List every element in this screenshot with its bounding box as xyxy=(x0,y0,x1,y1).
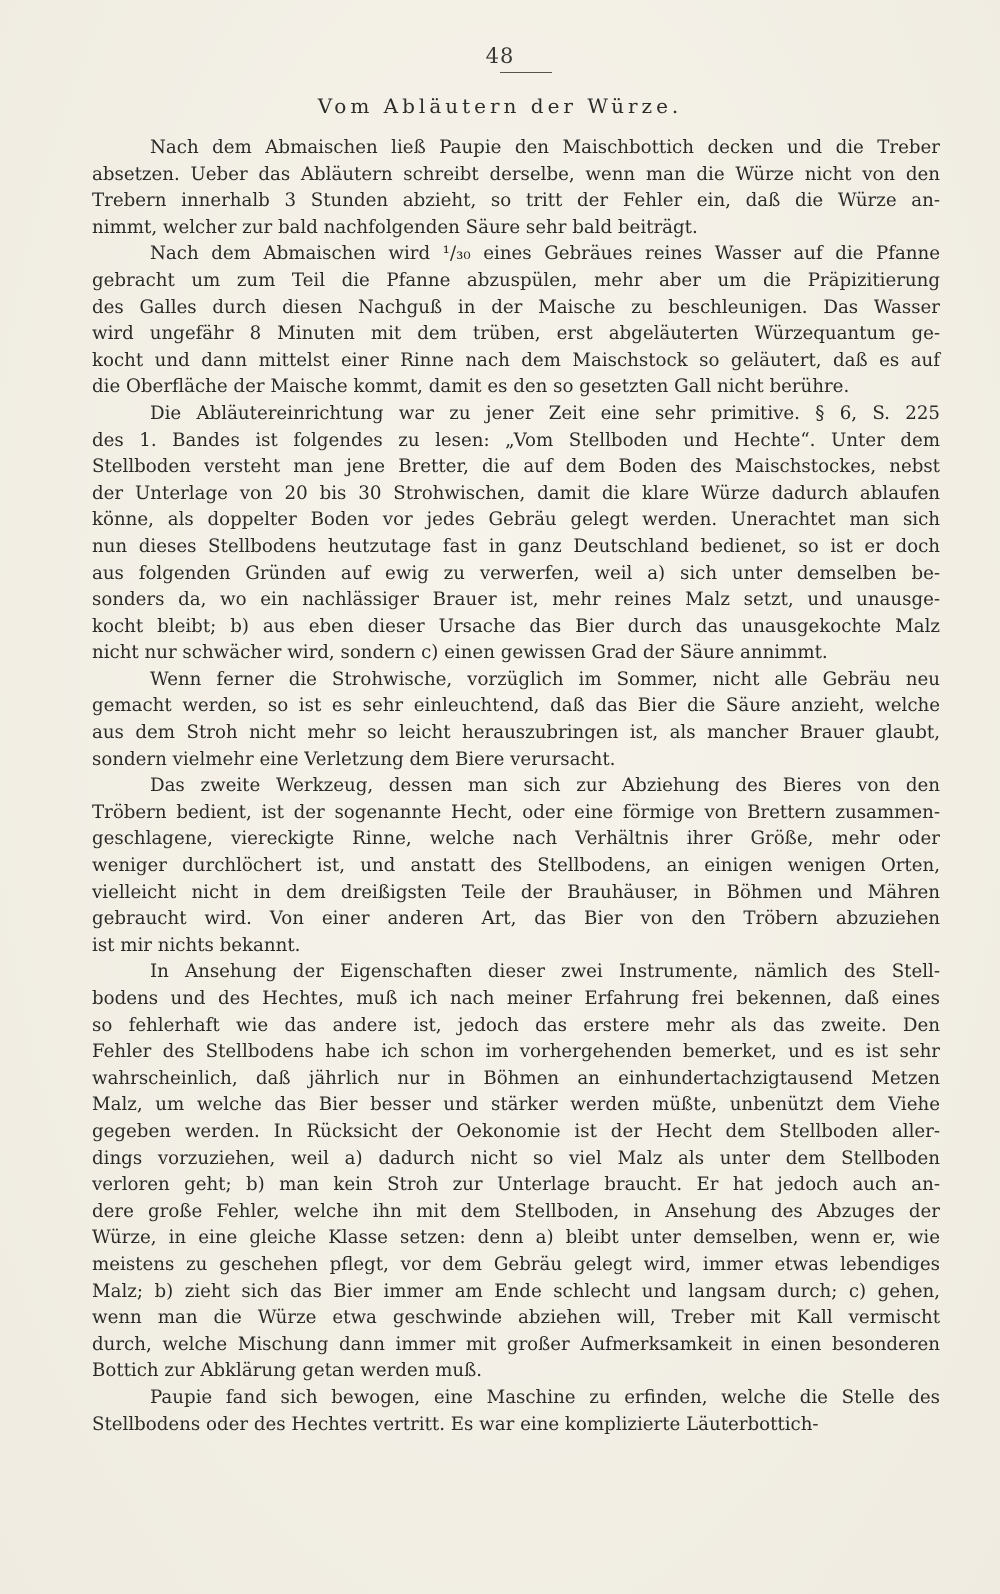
text-line: Wenn ferner die Strohwische, vorzüglich im Sommer, nicht alle Gebräu neu xyxy=(150,668,940,690)
text-line: Stellbodens oder des Hechtes vertritt. Es war eine komplizierte Läuterbottich- xyxy=(92,1413,819,1435)
text-line: sondern vielmehr eine Verletzung dem Biere verursacht. xyxy=(92,748,616,770)
paragraph xyxy=(92,241,940,401)
text-line: durch, welche Mischung dann immer mit großer Aufmerksamkeit in einen besonderen xyxy=(92,1333,940,1355)
text-line: absetzen. Ueber das Abläutern schreibt derselbe, wenn man die Würze nicht von den xyxy=(92,163,940,185)
text-line: dings vorzuziehen, weil a) dadurch nicht so viel Malz als unter dem Stellboden xyxy=(92,1147,940,1169)
text-line: vielleicht nicht in dem dreißigsten Teile der Brauhäuser, in Böhmen und Mähren xyxy=(92,881,940,903)
text-line: des 1. Bandes ist folgendes zu lesen: „Vom Stellboden und Hechte“. Unter dem xyxy=(92,429,940,451)
paragraph xyxy=(92,135,940,241)
text-line: aus dem Stroh nicht mehr so leicht herauszubringen ist, als mancher Brauer glaubt, xyxy=(92,722,940,744)
text-line: meistens zu geschehen pflegt, vor dem Gebräu gelegt wird, immer etwas lebendiges xyxy=(92,1253,940,1275)
text-line: Tröbern bedient, ist der sogenannte Hecht, oder eine förmige von Brettern zusammen- xyxy=(92,801,940,823)
body-text xyxy=(92,135,940,1438)
text-line: gebracht um zum Teil die Pfanne abzuspülen, mehr aber um die Präpizitierung xyxy=(92,269,940,291)
text-line: so fehlerhaft wie das andere ist, jedoch das erstere mehr als das zweite. Den xyxy=(92,1014,940,1036)
text-line: nicht nur schwächer wird, sondern c) einen gewissen Grad der Säure annimmt. xyxy=(92,642,828,664)
paragraph xyxy=(92,1385,940,1438)
text-line: gebraucht wird. Von einer anderen Art, das Bier von den Tröbern abzuziehen xyxy=(92,908,940,930)
text-line: Nach dem Abmaischen ließ Paupie den Maischbottich decken und die Treber xyxy=(150,137,940,158)
text-line: Das zweite Werkzeug, dessen man sich zur Abziehung des Bieres von den xyxy=(150,775,940,797)
paragraph xyxy=(92,959,940,1385)
text-line: Malz; b) zieht sich das Bier immer am Ende schlecht und langsam durch; c) gehen, xyxy=(92,1280,940,1302)
text-line: Nach dem Abmaischen wird ¹/₃₀ eines Gebräues reines Wasser auf die Pfanne xyxy=(150,243,940,265)
text-line: Bottich zur Abklärung getan werden muß. xyxy=(92,1360,483,1382)
text-line: dere große Fehler, welche ihn mit dem Stellboden, in Ansehung des Abzuges der xyxy=(92,1200,940,1222)
text-line: könne, als doppelter Boden vor jedes Gebräu gelegt werden. Unerachtet man sich xyxy=(92,509,940,531)
text-line: nimmt, welcher zur bald nachfolgenden Säure sehr bald beiträgt. xyxy=(92,216,698,238)
section-heading: Vom Abläutern der Würze. xyxy=(317,94,683,118)
text-line: des Galles durch diesen Nachguß in der Maische zu beschleunigen. Das Wasser xyxy=(92,296,940,318)
text-line: wird ungefähr 8 Minuten mit dem trüben, erst abgeläuterten Würzequantum ge- xyxy=(92,323,940,345)
paragraph xyxy=(92,401,940,667)
text-line: nun dieses Stellbodens heutzutage fast in ganz Deutschland bedienet, so ist er doch xyxy=(92,535,940,557)
text-line: sonders da, wo ein nachlässiger Brauer ist, mehr reines Malz setzt, und unausge- xyxy=(92,589,940,611)
page-number-rule xyxy=(500,72,552,73)
paragraph xyxy=(92,667,940,773)
text-line: bodens und des Hechtes, muß ich nach meiner Erfahrung frei bekennen, daß eines xyxy=(92,988,940,1009)
text-line: Würze, in eine gleiche Klasse setzen: denn a) bleibt unter demselben, wenn er, wie xyxy=(92,1227,940,1249)
text-line: In Ansehung der Eigenschaften dieser zwei Instrumente, nämlich des Stell- xyxy=(150,961,940,983)
text-line: Fehler des Stellbodens habe ich schon im vorhergehenden bemerket, und es ist sehr xyxy=(92,1041,940,1063)
text-line: der Unterlage von 20 bis 30 Strohwischen, damit die klare Würze dadurch ablaufen xyxy=(92,482,940,504)
text-line: die Oberfläche der Maische kommt, damit es den so gesetzten Gall nicht berühre. xyxy=(92,376,850,398)
text-line: gegeben werden. In Rücksicht der Oekonomie ist der Hecht dem Stellboden aller- xyxy=(92,1120,940,1142)
text-line: kocht bleibt; b) aus eben dieser Ursache das Bier durch das unausgekochte Malz xyxy=(92,615,940,637)
paragraph xyxy=(92,773,940,959)
text-line: Paupie fand sich bewogen, eine Maschine zu erfinden, welche die Stelle des xyxy=(150,1386,940,1408)
text-line: kocht und dann mittelst einer Rinne nach dem Maischstock so geläutert, daß es auf xyxy=(92,349,940,371)
text-line: wahrscheinlich, daß jährlich nur in Böhmen an einhundertachzigtausend Metzen xyxy=(92,1067,940,1089)
text-line: weniger durchlöchert ist, und anstatt des Stellbodens, an einigen wenigen Orten, xyxy=(92,855,940,877)
text-line: Trebern innerhalb 3 Stunden abzieht, so tritt der Fehler ein, daß die Würze an- xyxy=(92,190,940,212)
text-line: gemacht werden, so ist es sehr einleuchtend, daß das Bier die Säure anzieht, welche xyxy=(92,695,940,717)
text-line: Stellboden versteht man jene Bretter, die auf dem Boden des Maischstockes, nebst xyxy=(92,456,940,478)
text-line: Die Abläutereinrichtung war zu jener Zeit eine sehr primitive. § 6, S. 225 xyxy=(150,402,940,424)
text-line: verloren geht; b) man kein Stroh zur Unterlage braucht. Er hat jedoch auch an- xyxy=(92,1174,940,1196)
text-line: aus folgenden Gründen auf ewig zu verwerfen, weil a) sich unter demselben be- xyxy=(92,562,940,584)
text-line: ist mir nichts bekannt. xyxy=(92,934,301,956)
text-line: geschlagene, viereckigte Rinne, welche nach Verhältnis ihrer Größe, mehr oder xyxy=(92,828,940,850)
text-line: Malz, um welche das Bier besser und stärker werden müßte, unbenützt dem Viehe xyxy=(92,1094,940,1116)
text-line: wenn man die Würze etwa geschwinde abziehen will, Treber mit Kall vermischt xyxy=(92,1307,940,1329)
page-number: 48 xyxy=(485,44,515,68)
